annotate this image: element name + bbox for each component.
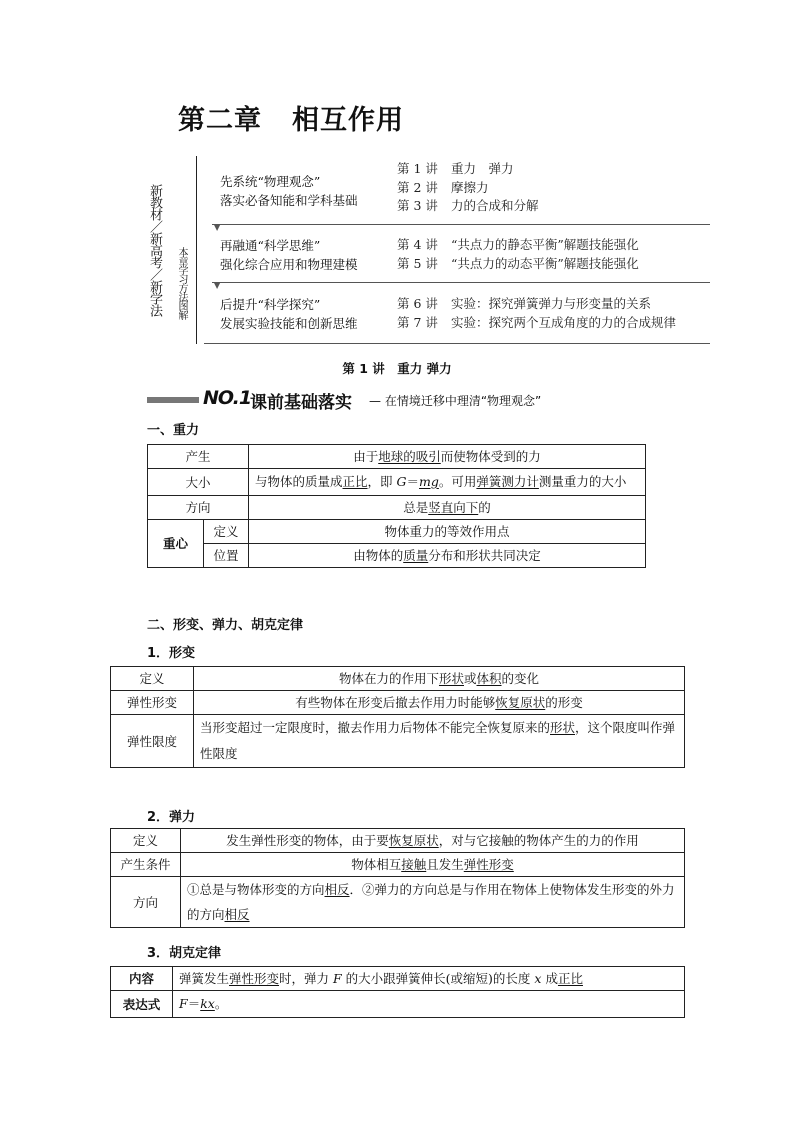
down-arrow-icon: ▼ bbox=[214, 281, 221, 290]
overview-lectures-1 bbox=[397, 160, 539, 216]
table-row bbox=[148, 469, 646, 496]
section-number: NO.1 bbox=[203, 387, 252, 409]
table-row bbox=[148, 520, 646, 544]
group-line: 后提升“科学探究” bbox=[220, 297, 321, 312]
elastic-heading: 二、形变、弹力、胡克定律 bbox=[147, 618, 304, 633]
table-cell: 弹簧发生弹性形变时，弹力 F 的大小跟弹簧伸长(或缩短)的长度 x 成正比 bbox=[173, 967, 685, 991]
section-stripe bbox=[147, 397, 199, 403]
table-cell: 发生弹性形变的物体，由于要恢复原状，对与它接触的物体产生的力的作用 bbox=[181, 829, 685, 853]
lecture-item[interactable]: 第 6 讲 实验：探究弹簧弹力与形变量的关系 bbox=[397, 296, 652, 311]
gravity-heading: 一、重力 bbox=[147, 423, 200, 438]
table-label: 产生 bbox=[148, 445, 249, 469]
table-label: 位置 bbox=[204, 544, 249, 568]
table-row bbox=[111, 829, 685, 853]
lecture-item[interactable]: 第 5 讲 “共点力的动态平衡”解题技能强化 bbox=[397, 255, 639, 271]
table-row bbox=[111, 715, 685, 768]
overview-bracket bbox=[196, 156, 205, 344]
table-cell: 物体相互接触且发生弹性形变 bbox=[181, 853, 685, 877]
overview-group-3 bbox=[220, 295, 358, 333]
table-cell: 物体在力的作用下形状或体积的变化 bbox=[194, 667, 685, 691]
hooke-heading: 3．胡克定律 bbox=[147, 946, 222, 961]
table-cell: 有些物体在形变后撤去作用力时能够恢复原状的形变 bbox=[194, 691, 685, 715]
group-line: 再融通“科学思维” bbox=[220, 238, 321, 253]
table-cell: 由于地球的吸引而使物体受到的力 bbox=[249, 445, 646, 469]
hooke-table bbox=[110, 966, 685, 1018]
table-label: 定义 bbox=[111, 667, 194, 691]
group-line: 落实必备知能和学科基础 bbox=[220, 193, 358, 208]
table-row bbox=[148, 496, 646, 520]
table-cell: 由物体的质量分布和形状共同决定 bbox=[249, 544, 646, 568]
table-cell: 当形变超过一定限度时，撤去作用力后物体不能完全恢复原来的形状，这个限度叫作弹性限度 bbox=[194, 715, 685, 768]
table-label: 弹性限度 bbox=[111, 715, 194, 768]
table-label: 方向 bbox=[148, 496, 249, 520]
overview-lectures-2 bbox=[397, 236, 639, 273]
table-row bbox=[111, 967, 685, 991]
table-label: 定义 bbox=[111, 829, 181, 853]
table-label: 产生条件 bbox=[111, 853, 181, 877]
table-label: 重心 bbox=[148, 520, 204, 568]
table-cell: ①总是与物体形变的方向相反．②弹力的方向总是与作用在物体上使物体发生形变的外力的方向相反 bbox=[181, 877, 685, 928]
deform-table bbox=[110, 666, 685, 768]
lecture-item[interactable]: 第 7 讲 实验：探究两个互成角度的力的合成规律 bbox=[397, 314, 677, 330]
overview-bottom-rule bbox=[204, 343, 710, 344]
table-cell: 总是竖直向下的 bbox=[249, 496, 646, 520]
force-table bbox=[110, 828, 685, 928]
table-cell: F＝kx。 bbox=[173, 991, 685, 1018]
group-line: 强化综合应用和物理建模 bbox=[220, 257, 358, 272]
overview-divider bbox=[212, 282, 710, 283]
overview-divider bbox=[212, 224, 710, 225]
table-label: 弹性形变 bbox=[111, 691, 194, 715]
table-label: 方向 bbox=[111, 877, 181, 928]
table-label: 定义 bbox=[204, 520, 249, 544]
table-row bbox=[148, 544, 646, 568]
lecture-item[interactable]: 第 2 讲 摩擦力 bbox=[397, 179, 489, 195]
table-cell: 物体重力的等效作用点 bbox=[249, 520, 646, 544]
lecture-item[interactable]: 第 3 讲 力的合成和分解 bbox=[397, 198, 539, 213]
table-label: 表达式 bbox=[111, 991, 173, 1018]
chapter-number: 第二章 bbox=[178, 105, 262, 136]
group-line: 发展实验技能和创新思维 bbox=[220, 316, 358, 331]
table-row bbox=[148, 445, 646, 469]
overview-sub-label: 本章学习方法图解 bbox=[176, 247, 187, 319]
table-cell: 与物体的质量成正比，即 G＝mg。可用弹簧测力计测量重力的大小 bbox=[249, 469, 646, 496]
table-row bbox=[111, 991, 685, 1018]
deform-heading: 1．形变 bbox=[147, 646, 196, 661]
chapter-title bbox=[178, 98, 404, 137]
chapter-name: 相互作用 bbox=[292, 105, 404, 136]
table-row bbox=[111, 667, 685, 691]
lecture-title: 第 1 讲 重力 弹力 bbox=[342, 361, 452, 376]
force-heading: 2．弹力 bbox=[147, 810, 196, 825]
group-line: 先系统“物理观念” bbox=[220, 174, 321, 189]
section-subtitle: — 在情境迁移中理清“物理观念” bbox=[369, 394, 542, 408]
down-arrow-icon: ▼ bbox=[214, 223, 221, 232]
table-label: 内容 bbox=[111, 967, 173, 991]
overview-lectures-3 bbox=[397, 295, 676, 332]
lecture-item[interactable]: 第 1 讲 重力 弹力 bbox=[397, 161, 514, 176]
table-row bbox=[111, 853, 685, 877]
gravity-table bbox=[147, 444, 646, 568]
overview-side-label: 新教材／新高考／新学法 bbox=[147, 184, 162, 316]
section-title: 课前基础落实 bbox=[250, 393, 352, 413]
table-row bbox=[111, 691, 685, 715]
table-label: 大小 bbox=[148, 469, 249, 496]
overview-group-2 bbox=[220, 236, 358, 274]
overview-group-1 bbox=[220, 172, 358, 210]
table-row bbox=[111, 877, 685, 928]
lecture-item[interactable]: 第 4 讲 “共点力的静态平衡”解题技能强化 bbox=[397, 237, 639, 252]
